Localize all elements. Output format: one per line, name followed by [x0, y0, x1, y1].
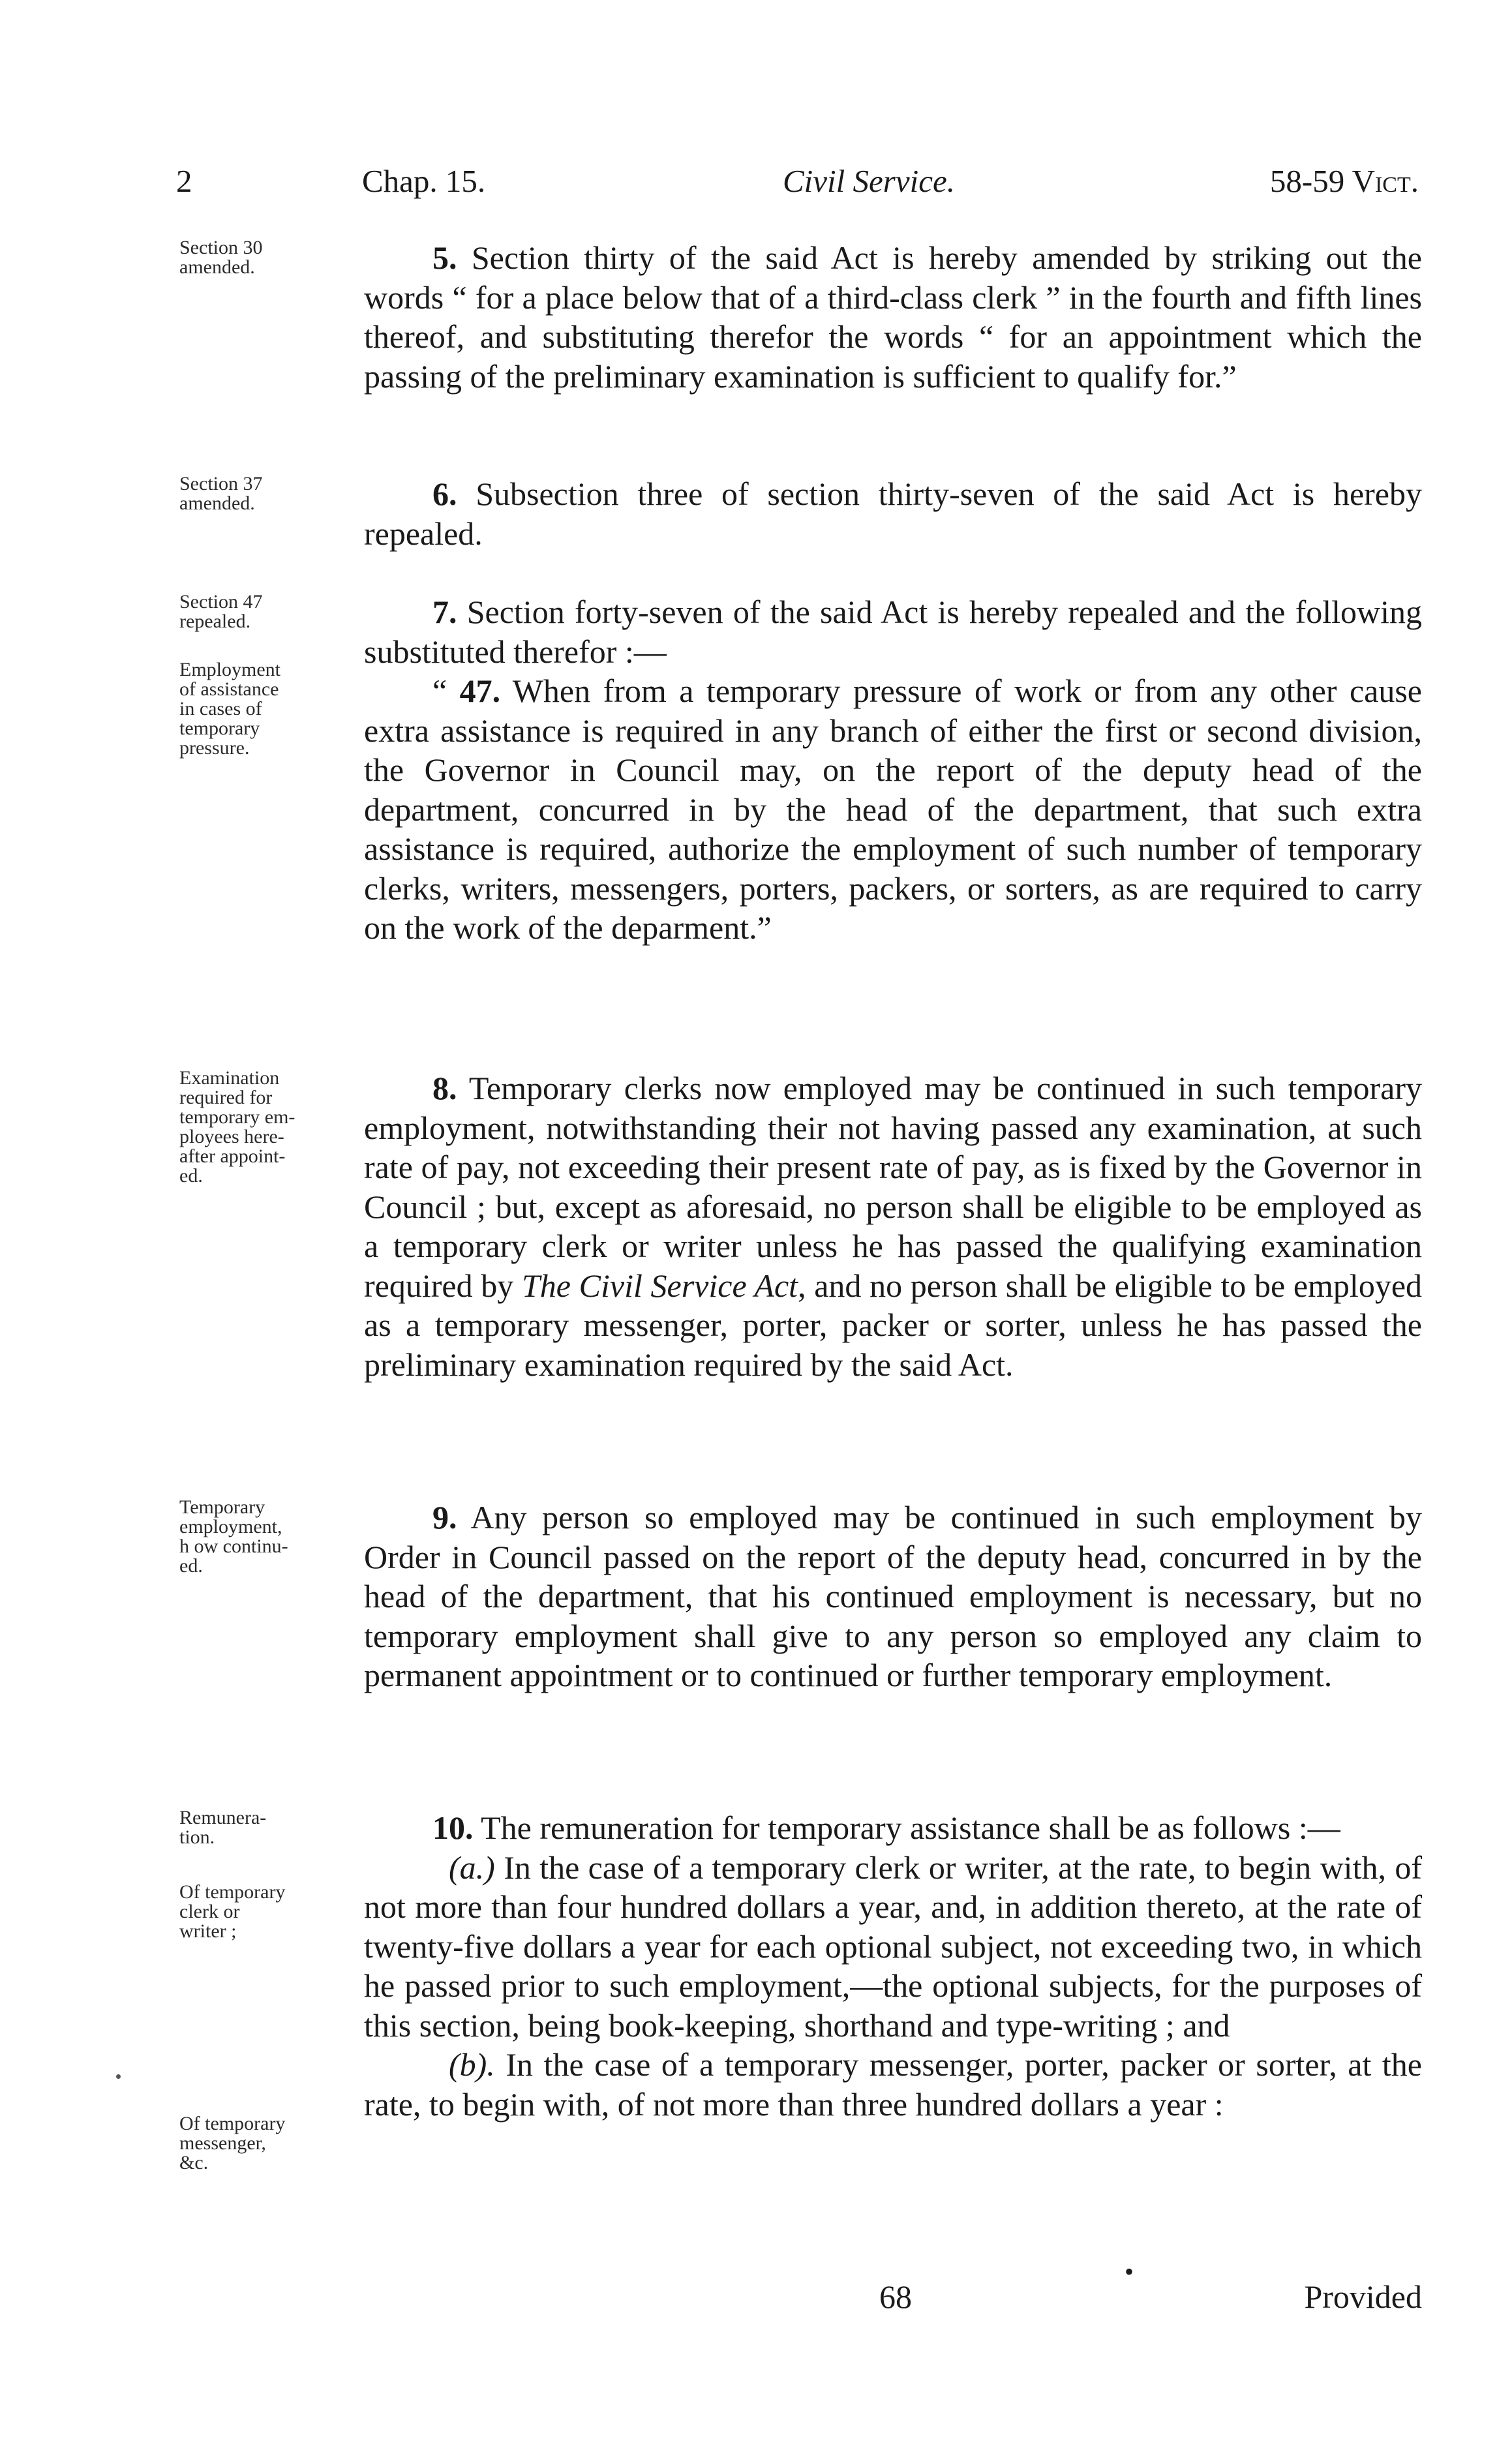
- margin-note-line: temporary: [179, 718, 260, 739]
- margin-note-line: ed.: [179, 1555, 203, 1577]
- margin-note-line: in cases of: [179, 698, 262, 719]
- clause-label: (a.): [449, 1849, 495, 1886]
- paragraph-text: Section thirty of the said Act is hereby amended by striking out the words “ for a place below that of a third-class clerk ” in the fourth and fifth lines thereof, and substituting therefor the words “ for an appointment which the passing of the preliminary examination is sufficient to qualify for.”: [364, 239, 1422, 395]
- section-number: 8.: [432, 1070, 457, 1106]
- page-number: 2: [176, 163, 192, 199]
- section-number: 5.: [432, 239, 457, 276]
- margin-note-line: Section 37: [179, 473, 263, 494]
- margin-note-line: Section 47: [179, 591, 263, 612]
- margin-note: [179, 1068, 342, 1186]
- paragraph-text: In the case of a temporary clerk or writer, at the rate, to begin with, of not more than four hundred dollars a year, and, in addition thereto, at the rate of twenty-five dollars a year for each optional subject, not exceeding two, in which he passed prior to such employment,—the optional subjects, for the purposes of this section, being book-keeping, shorthand and type-writing ; and: [364, 1849, 1422, 2044]
- margin-note-line: messenger,: [179, 2132, 266, 2154]
- paragraph: [364, 592, 1422, 671]
- paragraph: [364, 474, 1422, 553]
- margin-note-line: Section 30: [179, 237, 263, 258]
- section-number: 47.: [459, 673, 501, 709]
- running-header: [176, 162, 1419, 207]
- paragraph: [364, 238, 1422, 396]
- section-body: [364, 1808, 1422, 2124]
- paragraph: [364, 1068, 1422, 1384]
- clause-label: (b).: [449, 2046, 495, 2083]
- margin-note-line: temporary em-: [179, 1106, 295, 1128]
- quoted-paragraph: [364, 671, 1422, 948]
- printer-mark: •: [1125, 2257, 1134, 2286]
- act-title: The Civil Service Act: [521, 1267, 798, 1304]
- margin-note: [179, 1498, 342, 1576]
- paragraph-text: , and no person shall be eligible to be employed as a temporary messenger, porter, packer or sorter, unless he has passed the preliminary examination required by the said Act.: [364, 1267, 1423, 1383]
- margin-note-line: pressure.: [179, 737, 250, 759]
- margin-note-line: amended.: [179, 256, 255, 278]
- margin-note-line: required for: [179, 1087, 273, 1108]
- signature-number: 68: [879, 2278, 912, 2315]
- paragraph-text: Temporary clerks now employed may be continued in such temporary employment, notwithstanding their not having passed any examination, at such rate of pay, not exceeding their present rate of pay, as is fixed by the Governor in Council ; but, except as aforesaid, no person shall be eligible to be employed as a temporary clerk or writer unless he has passed the qualifying examination required by: [364, 1070, 1422, 1304]
- margin-note-line: Of temporary: [179, 2113, 286, 2134]
- margin-note-line: clerk or: [179, 1901, 240, 1922]
- section-number: 9.: [432, 1499, 457, 1535]
- paragraph-text: Any person so employed may be continued in such employment by Order in Council passed on the report of the deputy head, concurred in by the head of the department, that his continued employment is necessary, but no temporary employment shall give to any person so employed any claim to permanent appointment or to continued or further temporary employment.: [364, 1499, 1422, 1693]
- margin-note: [179, 592, 342, 758]
- margin-note: [179, 474, 342, 513]
- paragraph: [364, 1808, 1422, 1848]
- subparagraph-a: [364, 1848, 1422, 2046]
- running-title: Civil Service.: [783, 163, 955, 199]
- margin-note-line: repealed.: [179, 611, 251, 632]
- section-number: 6.: [432, 476, 457, 512]
- section-body: [364, 1068, 1422, 1384]
- margin-note-line: ployees here-: [179, 1126, 284, 1147]
- stray-mark: [116, 2074, 121, 2079]
- section-number: 7.: [432, 594, 457, 630]
- margin-note: [179, 1808, 342, 2173]
- paragraph-text: The remuneration for temporary assistance shall be as follows :—: [473, 1809, 1340, 1846]
- margin-note-line: employment,: [179, 1516, 282, 1537]
- section-body: [364, 1498, 1422, 1695]
- open-quote: “: [432, 673, 460, 709]
- margin-note-line: h ow continu-: [179, 1535, 288, 1557]
- paragraph-text: When from a temporary pressure of work or from any other cause extra assistance is required in any branch of either the first or second division, the Governor in Council may, on the report of the deputy head of the department, concurred in by the head of the department, that such extra assistance is required, authorize the employment of such number of temporary clerks, writers, messengers, porters, packers, or sorters, as are required to carry on the work of the deparment.”: [364, 673, 1422, 946]
- margin-note-line: writer ;: [179, 1920, 237, 1942]
- margin-note-line: of assistance: [179, 678, 279, 700]
- subparagraph-b: [364, 2045, 1422, 2124]
- margin-note-line: Examination: [179, 1067, 280, 1089]
- margin-note-line: Employment: [179, 659, 280, 680]
- margin-note-line: ed.: [179, 1165, 203, 1187]
- section-body: [364, 474, 1422, 553]
- margin-note-line: Of temporary: [179, 1881, 286, 1903]
- margin-note-line: Remunera-: [179, 1807, 267, 1828]
- paragraph-text: In the case of a temporary messenger, porter, packer or sorter, at the rate, to begin with, of not more than three hundred dollars a year :: [364, 2046, 1422, 2123]
- paragraph-text: Subsection three of section thirty-seven of the said Act is hereby repealed.: [364, 476, 1422, 552]
- catchword: Provided: [1304, 2278, 1422, 2315]
- regnal-year: 58-59 Vict.: [1269, 163, 1419, 199]
- margin-note: [179, 238, 342, 277]
- page-footer: [364, 2257, 1422, 2323]
- margin-note-line: tion.: [179, 1826, 215, 1848]
- section-body: [364, 238, 1422, 396]
- margin-note-line: &c.: [179, 2152, 209, 2173]
- chapter-label: Chap. 15.: [362, 163, 486, 199]
- paragraph-text: Section forty-seven of the said Act is hereby repealed and the following substituted therefor :—: [364, 594, 1422, 670]
- paragraph: [364, 1498, 1422, 1695]
- section-body: [364, 592, 1422, 948]
- section-number: 10.: [432, 1809, 474, 1846]
- margin-note-line: Temporary: [179, 1496, 265, 1518]
- margin-note-line: amended.: [179, 492, 255, 514]
- margin-note-line: after appoint-: [179, 1145, 286, 1167]
